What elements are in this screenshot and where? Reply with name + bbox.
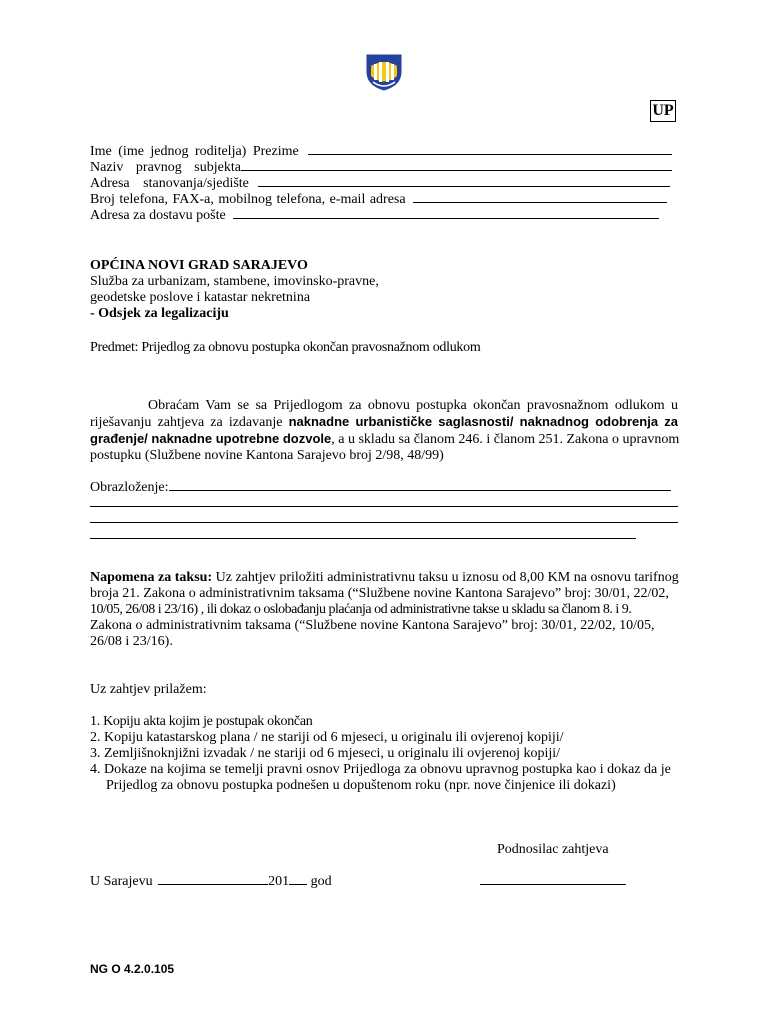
- tax-note-line-5: 26/08 i 23/16).: [90, 634, 173, 649]
- body-line-3: građenje/ naknadne upotrebne dozvole, a u skladu sa članom 246. i članom 251. Zakona o upravnom: [90, 431, 680, 447]
- explanation-line-3[interactable]: [90, 538, 636, 539]
- up-stamp: UP: [650, 100, 676, 122]
- tax-note-line-1: Napomena za taksu: Uz zahtjev priložiti administrativnu taksu u iznosu od 8,00 KM na osnovu tarifnog: [90, 570, 679, 585]
- place-date-line[interactable]: U Sarajevu 201 god: [90, 874, 332, 889]
- field-delivery-address[interactable]: Adresa za dostavu pošte: [90, 206, 678, 224]
- field-name[interactable]: Ime (ime jednog roditelja) Prezime: [90, 142, 678, 160]
- body-paragraph: [90, 398, 678, 464]
- body-line-2: riješavanju zahtjeva za izdavanje naknadne urbanističke saglasnosti/ naknadnog odobrenja za: [90, 414, 678, 430]
- footer-code: NG O 4.2.0.105: [90, 962, 175, 976]
- explanation-line-2[interactable]: [90, 522, 678, 523]
- list-item: Prijedlog za obnovu postupka podnešen u dopuštenom roku (npr. nove činjenice ili dokazi): [106, 778, 616, 793]
- body-line-4: postupku (Službene novine Kantona Sarajevo broj 2/98, 48/99): [90, 448, 444, 463]
- attachments-label: Uz zahtjev prilažem:: [90, 682, 207, 697]
- office-line1: Služba za urbanizam, stambene, imovinsko-pravne,: [90, 274, 379, 289]
- subject-line: Predmet: Prijedlog za obnovu postupka okončan pravosnažnom odlukom: [90, 340, 481, 355]
- list-item: 4. Dokaze na kojima se temelji pravni osnov Prijedloga za obnovu upravnog postupka kao i dokaz da je: [90, 762, 671, 777]
- signature-label: Podnosilac zahtjeva: [497, 842, 609, 857]
- body-line-1: Obraćam Vam se sa Prijedlogom za obnovu postupka okončan pravosnažnom odlukom u: [148, 398, 678, 413]
- field-legal-entity[interactable]: Naziv pravnog subjekta: [90, 158, 678, 176]
- tax-note: [90, 570, 678, 650]
- attachments-list: [90, 714, 690, 794]
- office-dept: - Odsjek za legalizaciju: [90, 306, 229, 321]
- list-item: 3. Zemljišnoknjižni izvadak / ne stariji od 6 mjeseci, u originalu ili ovjerenoj kopiji/: [90, 746, 561, 761]
- explanation-label: Obrazloženje:: [90, 478, 678, 496]
- list-item: 2. Kopiju katastarskog plana / ne stariji od 6 mjeseci, u originalu ili ovjerenoj kopiji/: [90, 730, 564, 745]
- field-address[interactable]: Adresa stanovanja/sjedište: [90, 174, 678, 192]
- explanation-line-1[interactable]: [90, 506, 678, 507]
- field-phone[interactable]: Broj telefona, FAX-a, mobilnog telefona, e-mail adresa: [90, 190, 678, 208]
- office-name: OPĆINA NOVI GRAD SARAJEVO: [90, 258, 308, 273]
- list-item: 1. Kopiju akta kojim je postupak okončan: [90, 714, 313, 729]
- tax-note-line-4: Zakona o administrativnim taksama (“Službene novine Kantona Sarajevo” broj: 30/01, 22/02, 10/05,: [90, 618, 655, 633]
- signature-line[interactable]: [480, 884, 626, 885]
- office-line2: geodetske poslove i katastar nekretnina: [90, 290, 311, 305]
- tax-note-line-2: broja 21. Zakona o administrativnim taksama (“Službene novine Kantona Sarajevo” broj: 30/01, 22/02,: [90, 586, 669, 601]
- tax-note-line-3: 10/05, 26/08 i 23/16) , ili dokaz o oslobađanju plaćanja od administrativne takse u skladu sa članom 8. i 9.: [90, 602, 632, 617]
- coat-of-arms-icon: [364, 52, 404, 92]
